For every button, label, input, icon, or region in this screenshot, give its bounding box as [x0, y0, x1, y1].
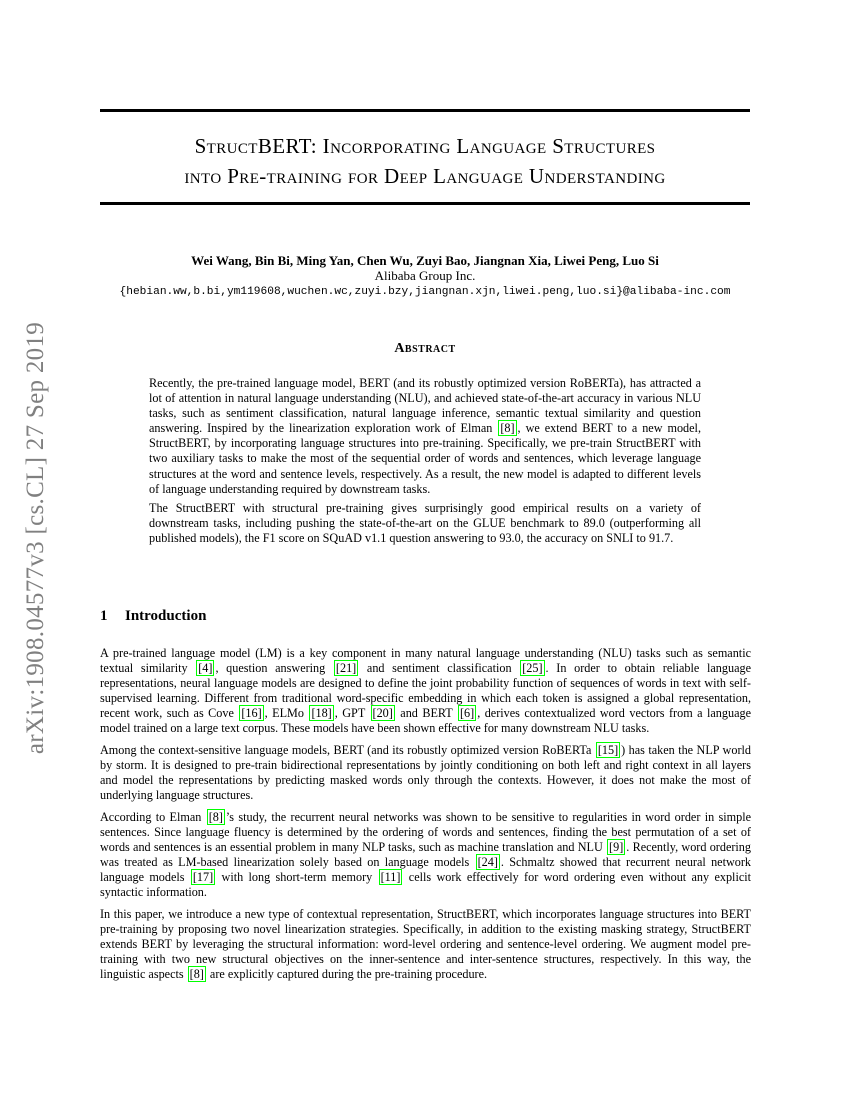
abstract-heading: Abstract — [394, 341, 456, 356]
citation-link[interactable]: [18] — [311, 706, 332, 721]
text-run: According to Elman — [100, 809, 206, 824]
citation-link[interactable]: [8] — [500, 421, 515, 436]
text-run: and BERT — [395, 706, 457, 721]
author-list: Wei Wang, Bin Bi, Ming Yan, Chen Wu, Zuyi Bao, Jiangnan Xia, Liwei Peng, Luo Si — [191, 253, 659, 268]
text-run: , derives contextualized word vectors from a language model trained on a large text corpus. These models have been shown effective for many downstream NLU tasks. — [100, 706, 751, 736]
citation-link[interactable]: [16] — [241, 706, 262, 721]
text-run: , GPT — [334, 706, 370, 721]
text-run: In this paper, we introduce a new type of contextual representation, StructBERT, which incorporates language structures into BERT pre-training by proposing two novel linearization strategies. Specifically, in addition to the existing masking strategy, StructBERT extends BERT by leveraging the structural information: word-level ordering and sentence-level ordering. We augment model pre-training with two new structural objectives on the inner-sentence and inter-sentence structures, respectively. In this way, the linguistic aspects — [100, 907, 751, 982]
text-run: ’s study, the recurrent neural networks was shown to be sensitive to regularities in word order in simple sentences. Since language fluency is determined by the ordering of words and sentences, finding the best permutation of a set of words and sentences is an essential problem in many NLP tasks, such as machine translation and NLU — [100, 809, 751, 855]
citation-link[interactable]: [20] — [372, 706, 393, 721]
body-paragraph — [100, 810, 751, 901]
abstract-body — [149, 376, 701, 551]
abstract-paragraph — [149, 376, 701, 497]
text-run: Recently, the pre-trained language model, BERT (and its robustly optimized version RoBERTa), has attracted a lot of attention in natural language understanding (NLU), and achieved state-of-the-art accuracy in various NLU tasks, such as sentiment classification, natural language inference, semantic textual similarity and question answering. Inspired by the linearization exploration work of Elman — [149, 376, 701, 436]
section-heading-introduction — [100, 608, 206, 625]
affiliation: Alibaba Group Inc. — [374, 268, 476, 283]
text-run: cells work effectively for word ordering even without any explicit syntactic information. — [100, 870, 752, 900]
text-run: Among the context-sensitive language models, BERT (and its robustly optimized version RoBERTa — [100, 743, 595, 758]
citation-link[interactable]: [4] — [198, 661, 213, 676]
section-number: 1 — [100, 608, 108, 624]
citation-link[interactable]: [8] — [208, 809, 223, 824]
text-run: . In order to obtain reliable language representations, neural language models are designed to define the joint probability function of sequences of words in text with self-supervised learning. Different from traditional word-specific embedding in which each token is assigned a global representation, recent work, such as Cove — [100, 661, 751, 721]
citation-link[interactable]: [15] — [597, 743, 619, 758]
title-line-1: StructBERT: Incorporating Language Structures — [194, 134, 656, 158]
text-run: and sentiment classification — [359, 661, 520, 676]
body-paragraph — [100, 646, 751, 737]
text-run: . Recently, word ordering was treated as LM-based linearization solely based on language models — [100, 840, 751, 870]
text-run: ) has taken the NLP world by storm. It is designed to pre-train bidirectional representations by jointly conditioning on both left and right context in all layers and model the representations by predicting masked words only through the contexts. However, it does not make the most of underlying language structures. — [100, 743, 751, 803]
citation-link[interactable]: [25] — [522, 661, 543, 676]
arxiv-identifier: arXiv:1908.04577v3 [cs.CL] 27 Sep 2019 — [22, 321, 49, 755]
body-paragraph — [100, 907, 751, 982]
section-title: Introduction — [125, 608, 207, 624]
citation-link[interactable]: [8] — [189, 967, 204, 982]
citation-link[interactable]: [11] — [380, 870, 401, 885]
text-run: A pre-trained language model (LM) is a key component in many natural language understanding (NLU) tasks such as semantic textual similarity — [100, 646, 751, 676]
text-run: , we extend BERT to a new model, StructBERT, by incorporating language structures into pre-training. Specifically, we pre-train StructBERT with two auxiliary tasks to make the most of the sequential order of words and sentences, which leverage language structures at the word and sentence levels, respectively. As a result, the new model is adapted to different levels of language understanding required by downstream tasks. — [149, 421, 701, 496]
author-emails: {hebian.ww,b.bi,ym119608,wuchen.wc,zuyi.bzy,jiangnan.xjn,liwei.peng,luo.si}@alibaba-inc.com — [119, 286, 731, 298]
citation-link[interactable]: [9] — [609, 840, 624, 855]
citation-link[interactable]: [24] — [477, 855, 498, 870]
title-bottom-rule — [100, 202, 750, 205]
text-run: are explicitly captured during the pre-training procedure. — [206, 967, 488, 982]
text-run: with long short-term memory — [216, 870, 378, 885]
title-top-rule — [100, 109, 750, 112]
text-run: , ELMo — [264, 706, 309, 721]
body-paragraph — [100, 743, 751, 803]
text-run: , question answering — [215, 661, 333, 676]
paper-title — [100, 131, 750, 191]
citation-link[interactable]: [6] — [459, 706, 475, 721]
title-line-2: into Pre-training for Deep Language Understanding — [184, 164, 666, 188]
abstract-paragraph: The StructBERT with structural pre-training gives surprisingly good empirical results on a variety of downstream tasks, including pushing the state-of-the-art on the GLUE benchmark to 89.0 (outperforming all published models), the F1 score on SQuAD v1.1 question answering to 93.0, the accuracy on SNLI to 91.7. — [149, 501, 701, 546]
text-run: . Schmaltz showed that recurrent neural network language models — [100, 855, 752, 885]
citation-link[interactable]: [21] — [335, 661, 357, 676]
citation-link[interactable]: [17] — [192, 870, 214, 885]
introduction-body — [100, 646, 751, 989]
